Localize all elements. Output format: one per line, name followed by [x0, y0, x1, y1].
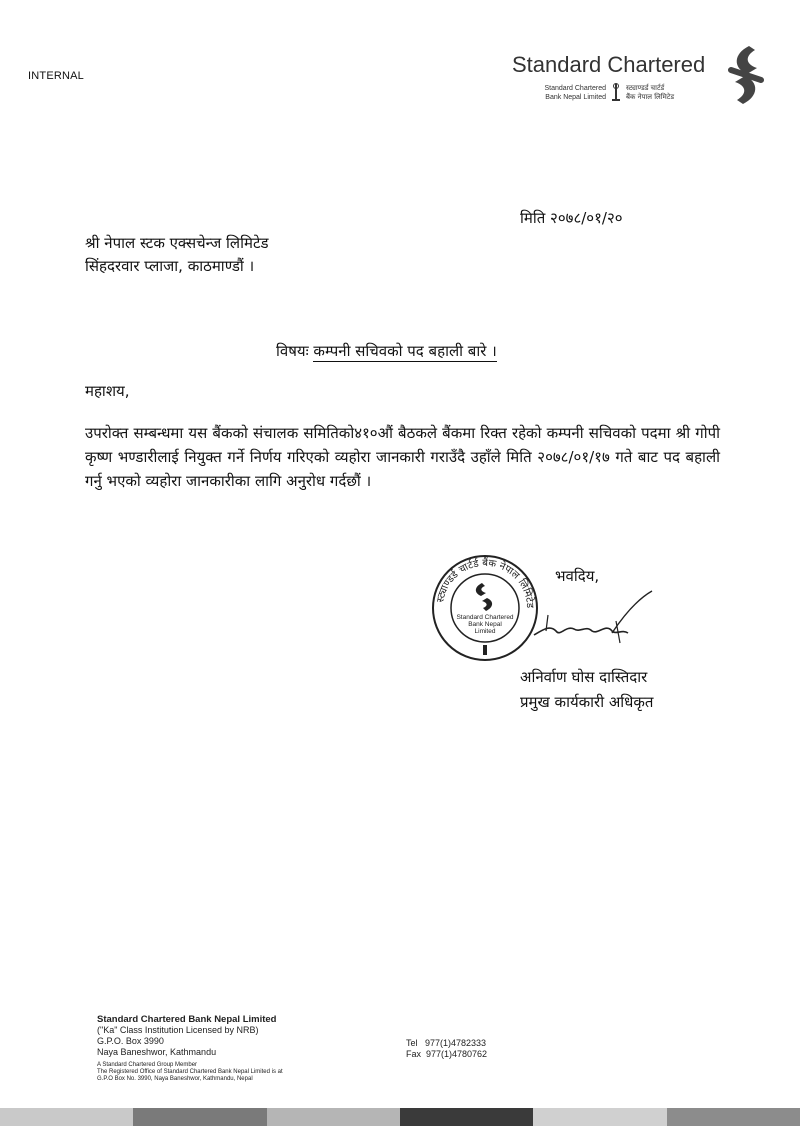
- subject-text: कम्पनी सचिवको पद बहाली बारे ।: [313, 342, 497, 360]
- letter-body: उपरोक्त सम्बन्धमा यस बैंकको संचालक समितिको४१०औं बैठकले बैंकमा रिक्त रहेको कम्पनी सचिवको पदमा श्री गोपी कृष्ण भण्डारीलाई नियुक्त गर्ने निर्णय गरिएको व्यहोरा जानकारी गराउँदै उहाँले मिति २०७८/०१/१७ गते बाट पद बहाली गर्नु भएको व्यहोरा जानकारीका लागि अनुरोध गर्दछौं ।: [85, 424, 720, 490]
- footer-license: ("Ka" Class Institution Licensed by NRB): [97, 1025, 259, 1035]
- letter-date: मिति २०७८/०१/२०: [520, 209, 623, 227]
- brand-subtitle-np-line1: स्ट्याण्डर्ड चार्टर्ड: [626, 84, 665, 92]
- brand-subtitle-np-line2: बैंक नेपाल लिमिटेड: [626, 93, 675, 101]
- stamp-inner-line2: Bank Nepal: [468, 621, 502, 628]
- footer-location: Naya Baneshwor, Kathmandu: [97, 1047, 217, 1057]
- subject-line: [276, 341, 497, 361]
- brand-name: Standard Chartered: [512, 52, 706, 77]
- footer-group-member: A Standard Chartered Group Member: [97, 1062, 198, 1068]
- stamp-outer-text: स्ट्याण्डर्ड चार्टर्ड बैंक नेपाल लिमिटेड: [435, 557, 536, 609]
- salutation: महाशय,: [85, 382, 130, 400]
- brand-subtitle-en: [542, 84, 606, 102]
- footer-fax: Fax 977(1)4780762: [406, 1049, 488, 1059]
- classification-label: INTERNAL: [28, 70, 84, 82]
- handwritten-signature: [520, 585, 660, 655]
- bar-segment: [533, 1108, 666, 1126]
- brand-subtitle-np: [626, 84, 674, 102]
- footer-registered-office-2: G.P.O Box No. 3990, Naya Baneshwor, Kathmandu, Nepal: [97, 1076, 253, 1082]
- bar-segment: [667, 1108, 800, 1126]
- brand-subtitle-en-line1: Standard Chartered: [544, 85, 606, 92]
- closing: भवदिय,: [555, 567, 600, 585]
- footer-bank-name: Standard Chartered Bank Nepal Limited: [97, 1014, 277, 1025]
- brand-subtitle-en-line2: Bank Nepal Limited: [545, 94, 606, 101]
- footer-po-box: G.P.O. Box 3990: [97, 1036, 164, 1046]
- footer-contact: [406, 1038, 487, 1060]
- bar-segment: [133, 1108, 266, 1126]
- signer-name: अनिर्वाण घोस दास्तिदार: [520, 668, 648, 686]
- footer-tel: Tel 977(1)4782333: [406, 1038, 487, 1048]
- national-emblem-icon: [611, 82, 621, 102]
- footer-registered-office-1: The Registered Office of Standard Chartered Bank Nepal Limited is at: [97, 1069, 283, 1075]
- recipient-line2: सिंहदरवार प्लाजा, काठमाण्डौं ।: [85, 257, 255, 275]
- stamp-inner-line3: Limited: [474, 628, 496, 635]
- bar-segment: [0, 1108, 133, 1126]
- stamp-inner-line1: Standard Chartered: [456, 614, 514, 621]
- standard-chartered-logo-icon: [727, 44, 765, 106]
- footer-address: [97, 1014, 283, 1083]
- footer-color-bar: [0, 1108, 800, 1126]
- recipient-line1: श्री नेपाल स्टक एक्सचेन्ज लिमिटेड: [85, 234, 269, 252]
- bar-segment: [267, 1108, 400, 1126]
- signer-title: प्रमुख कार्यकारी अधिकृत: [520, 693, 654, 711]
- subject-label: विषयः: [276, 342, 309, 360]
- bar-segment: [400, 1108, 533, 1126]
